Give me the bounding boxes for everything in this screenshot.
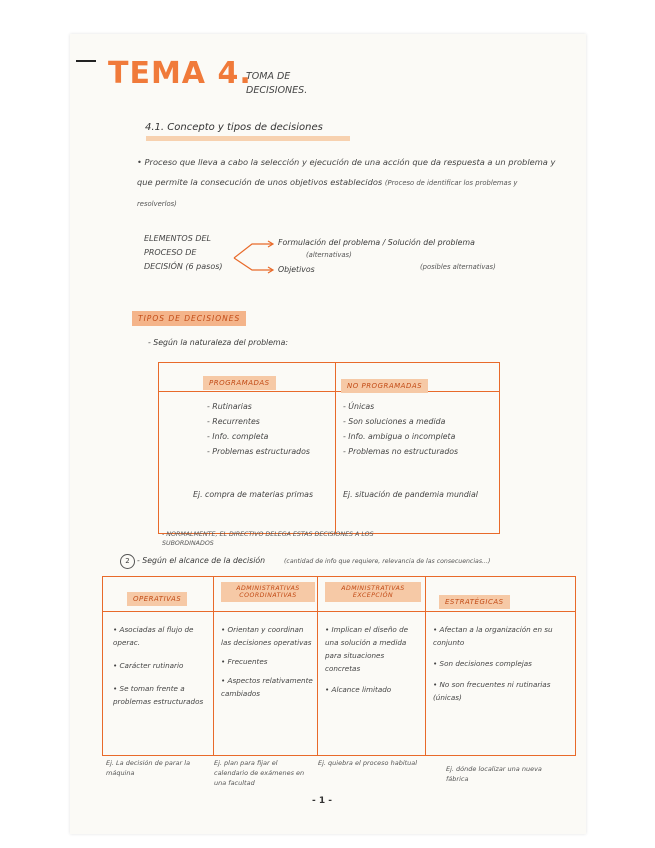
page-subtitle: TOMA DE DECISIONES.	[246, 71, 308, 96]
nature-table-divider	[335, 363, 336, 533]
example-coordinativas: Ej. plan para fijar el calendario de exámenes en una facultad	[214, 759, 305, 787]
programadas-list	[207, 399, 327, 459]
col-estrategicas	[433, 623, 569, 704]
no-programadas-item: - Son soluciones a medida	[343, 417, 446, 426]
nature-table-header-line	[159, 391, 499, 392]
no-programadas-list	[343, 399, 495, 459]
scope-item: • Frecuentes	[221, 657, 268, 666]
scope-item: • Implican el diseño de una solución a medida para situaciones concretas	[325, 625, 409, 673]
no-programadas-item: - Info. ambigua o incompleta	[343, 432, 456, 441]
col-coordinativas	[221, 623, 313, 700]
definition-paragraph	[137, 152, 557, 214]
scope-table-divider-1	[213, 577, 214, 755]
scope-item: • No son frecuentes ni rutinarias (únicas)	[433, 680, 551, 702]
definition-aside: (Proceso de identificar los problemas y resolverlos)	[137, 179, 518, 208]
element-item-1-note-a: (alternativas)	[306, 251, 352, 259]
nature-table	[158, 362, 500, 534]
programadas-item: - Problemas estructurados	[207, 447, 310, 456]
page-title: TEMA 4.	[108, 56, 252, 91]
scope-item: • Asociadas al flujo de operac.	[113, 625, 194, 647]
scope-item: • Son decisiones complejas	[433, 659, 532, 668]
programadas-item: - Info. completa	[207, 432, 269, 441]
header-excepcion	[325, 582, 421, 602]
example-operativas: Ej. La decisión de parar la máquina	[106, 759, 191, 777]
no-programadas-header-label: NO PROGRAMADAS	[341, 379, 428, 393]
scope-item: • Se toman frente a problemas estructurados	[113, 684, 204, 706]
scope-table-divider-2	[317, 577, 318, 755]
scope-label: - Según el alcance de la decisión	[137, 556, 266, 565]
scope-item: • Alcance limitado	[325, 685, 392, 694]
no-programadas-item: - Problemas no estructurados	[343, 447, 459, 456]
no-programadas-example: Ej. situación de pandemia mundial	[343, 490, 478, 499]
types-tag-label: TIPOS DE DECISIONES	[132, 311, 246, 326]
header-operativas-label: OPERATIVAS	[127, 592, 187, 606]
programadas-item: - Rutinarias	[207, 402, 252, 411]
header-estrategicas	[439, 589, 510, 609]
header-coordinativas	[221, 582, 315, 602]
types-tag	[132, 306, 246, 325]
brace-arrows	[232, 240, 276, 274]
header-excepcion-label: ADMINISTRATIVAS EXCEPCIÓN	[325, 582, 421, 602]
programadas-header	[203, 370, 276, 390]
example-excepcion: Ej. quiebra el proceso habitual	[318, 759, 418, 767]
element-item-1-note-b: (posibles alternativas)	[420, 263, 496, 271]
programadas-header-label: PROGRAMADAS	[203, 376, 276, 390]
scope-table-header-line	[103, 611, 575, 612]
elements-label: ELEMENTOS DEL PROCESO DE DECISIÓN (6 pasos)	[144, 234, 223, 271]
scope-item: • Orientan y coordinan las decisiones operativas	[221, 625, 312, 647]
scope-item: • Carácter rutinario	[113, 661, 184, 670]
page-number: - 1 -	[312, 796, 332, 806]
element-item-2: Objetivos	[278, 265, 315, 274]
col-operativas	[113, 623, 209, 708]
no-programadas-header	[341, 373, 428, 393]
section-title: 4.1. Concepto y tipos de decisiones	[145, 122, 323, 133]
scope-item: • Aspectos relativamente cambiados	[221, 676, 313, 698]
scope-note: (cantidad de info que requiere, relevancia de las consecuencias...)	[284, 558, 491, 565]
example-estrategicas: Ej. dónde localizar una nueva fábrica	[446, 765, 542, 783]
header-estrategicas-label: ESTRATÉGICAS	[439, 595, 510, 609]
numbered-circle: 2	[120, 554, 135, 569]
scope-item: • Afectan a la organización en su conjunto	[433, 625, 553, 647]
col-excepcion	[325, 623, 421, 696]
delegate-note: - NORMALMENTE, EL DIRECTIVO DELEGA ESTAS DECISIONES A LOS SUBORDINADOS	[162, 531, 374, 547]
programadas-example: Ej. compra de materias primas	[193, 490, 314, 499]
margin-dash	[76, 60, 96, 62]
scope-table	[102, 576, 576, 756]
programadas-item: - Recurrentes	[207, 417, 260, 426]
no-programadas-item: - Únicas	[343, 402, 375, 411]
section-highlight	[146, 136, 350, 141]
header-operativas	[127, 586, 187, 606]
header-coordinativas-label: ADMINISTRATIVAS COORDINATIVAS	[221, 582, 315, 602]
nature-label: - Según la naturaleza del problema:	[148, 338, 289, 347]
scope-table-divider-3	[425, 577, 426, 755]
definition-text: • Proceso que lleva a cabo la selección y ejecución de una acción que da respuesta a un problema y que permite la consecución de unos objetivos establecidos	[137, 157, 556, 187]
element-item-1: Formulación del problema / Solución del problema	[278, 238, 475, 247]
